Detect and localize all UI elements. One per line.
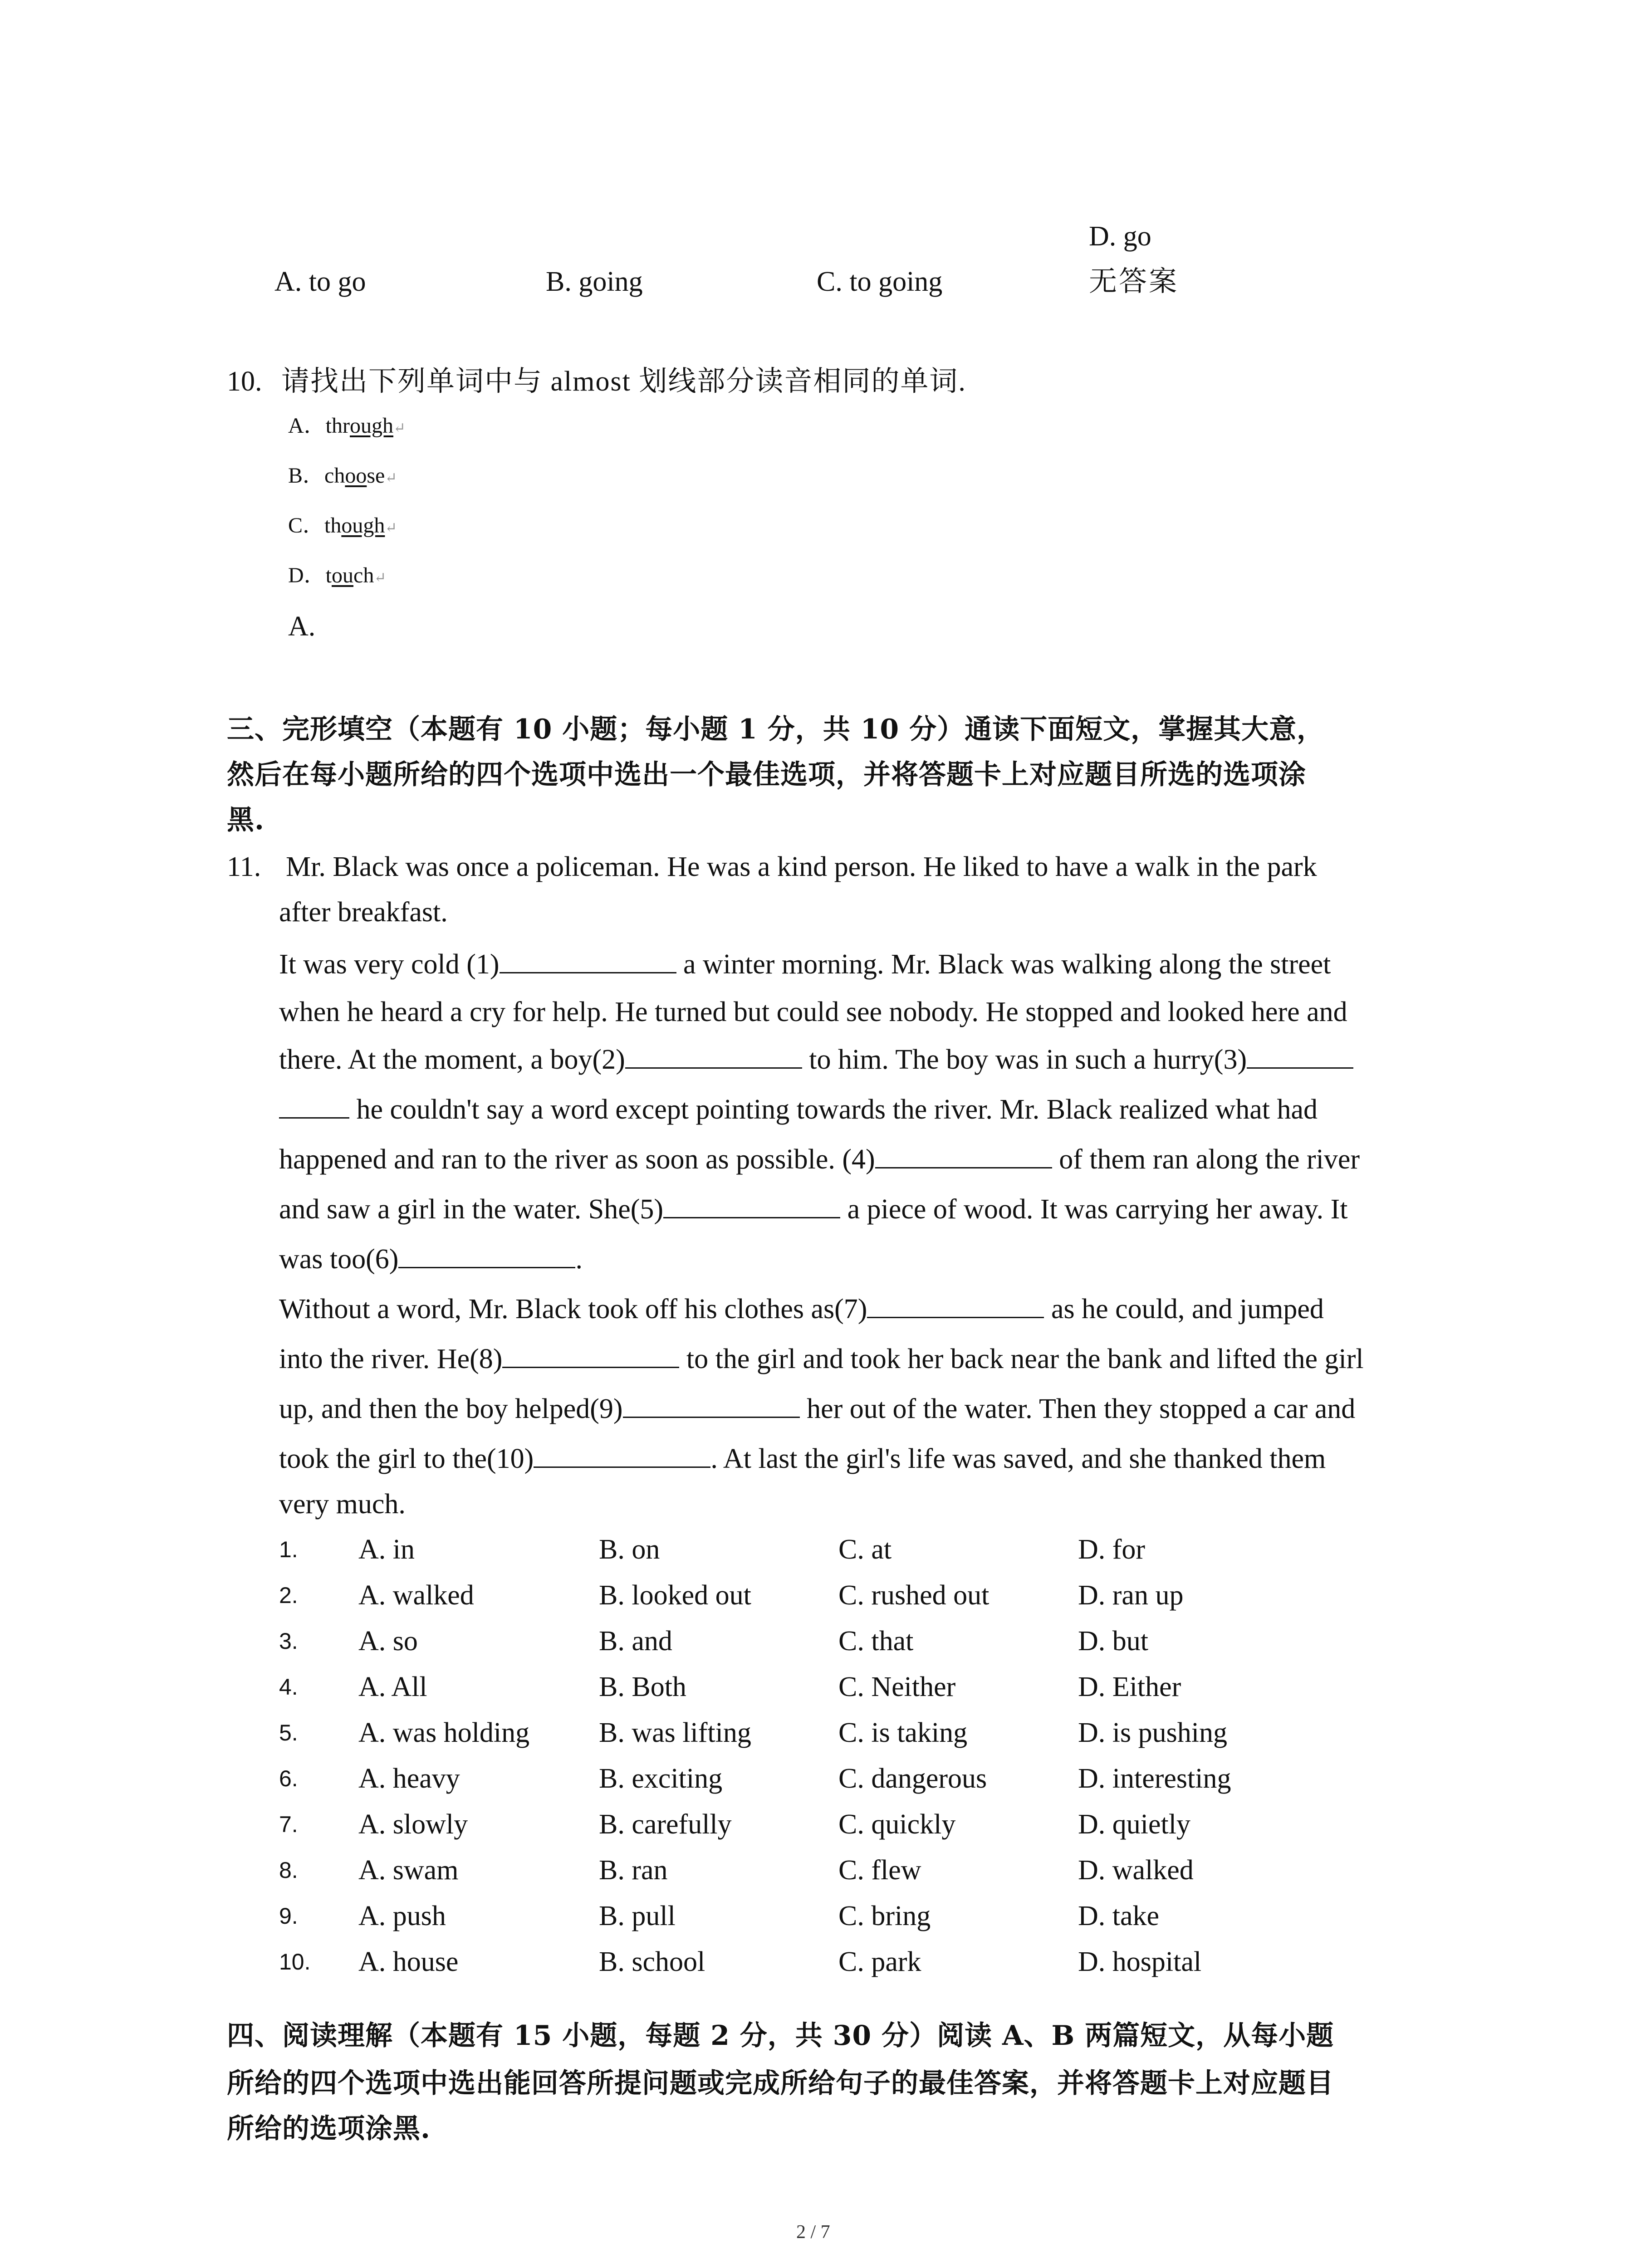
passage-line: into the river. He(8) to the girl and took her back near the bank and lifted the girl [279,1344,1364,1374]
choice-number: 1. [279,1537,298,1562]
choice-option: D. ran up [1078,1580,1184,1611]
option-letter: A． [288,414,326,438]
section4-heading-line: 所给的选项涂黑. [227,2113,431,2145]
choice-option: C. bring [838,1901,931,1931]
choice-option: D. quietly [1078,1809,1190,1840]
choice-option: B. carefully [599,1809,732,1840]
choice-option: A. walked [358,1580,474,1611]
blank-10 [534,1464,710,1468]
passage-line: and saw a girl in the water. She(5) a piece of wood. It was carrying her away. It [279,1194,1348,1225]
passage-line: up, and then the boy helped(9) her out of the water. Then they stopped a car and [279,1393,1356,1424]
choice-number: 3. [279,1628,298,1654]
return-mark-icon: ↵ [385,519,397,536]
section4-heading-line: 所给的四个选项中选出能回答所提问题或完成所给句子的最佳答案，并将答题卡上对应题目 [227,2068,1334,2099]
blank-4 [875,1164,1052,1168]
choice-option: C. Neither [838,1672,956,1702]
choice-option: D. is pushing [1078,1717,1227,1748]
return-mark-icon: ↵ [374,569,387,586]
blank-7 [867,1314,1044,1318]
choice-option: D. walked [1078,1855,1194,1886]
q10-option: B．choose↵ [288,464,397,488]
passage-line: was too(6) . [279,1244,583,1275]
section3-heading-line: 三、完形填空（本题有 10 小题；每小题 1 分，共 10 分）通读下面短文，掌握其大意， [227,714,1325,745]
passage-line: It was very cold (1) a winter morning. Mr. Black was walking along the street [279,949,1331,980]
section4-heading-line: 四、阅读理解（本题有 15 小题，每题 2 分，共 30 分）阅读 A、B 两篇短文，从每小题 [227,2020,1334,2052]
choice-option: B. pull [599,1901,676,1931]
choice-option: B. ran [599,1855,668,1886]
choice-option: C. at [838,1534,892,1565]
choice-option: C. rushed out [838,1580,989,1611]
page-number: 2 / 7 [796,2222,830,2243]
blank-2 [625,1065,802,1069]
choice-option: C. park [838,1946,921,1977]
choice-option: B. school [599,1946,705,1977]
passage-line: there. At the moment, a boy(2) to him. The boy was in such a hurry(3) [279,1046,1353,1074]
choice-number: 2. [279,1583,298,1608]
q10-option: A．through↵ [288,414,406,438]
q10-option: D．touch↵ [288,563,387,587]
choice-number: 4. [279,1674,298,1700]
q9-option-d: D. go [1089,221,1151,252]
passage-line: after breakfast. [279,897,448,928]
choice-option: A. slowly [358,1809,468,1840]
option-letter: B． [288,464,325,488]
section3-heading-line: 黑. [227,804,265,836]
return-mark-icon: ↵ [385,469,397,486]
choice-option: A. push [358,1901,446,1931]
choice-option: B. on [599,1534,660,1565]
choice-option: A. house [358,1946,459,1977]
choice-number: 6. [279,1766,298,1791]
choice-number: 9. [279,1903,298,1929]
choice-option: A. heavy [358,1763,460,1794]
blank-3 [1247,1065,1353,1069]
choice-option: C. flew [838,1855,921,1886]
choice-option: C. is taking [838,1717,968,1748]
passage-line: Without a word, Mr. Black took off his clothes as(7) as he could, and jumped [279,1294,1324,1325]
choice-option: D. Either [1078,1672,1181,1702]
passage-line: took the girl to the(10) . At last the girl's life was saved, and she thanked them [279,1443,1326,1474]
choice-option: C. dangerous [838,1763,987,1794]
passage-line: very much. [279,1489,406,1520]
choice-option: C. quickly [838,1809,956,1840]
choice-option: A. swam [358,1855,459,1886]
q10-answer: A. [288,611,316,642]
q9-option-b: B. going [546,266,643,297]
q9-option-c: C. to going [817,266,943,297]
blank-3-cont [279,1114,349,1119]
passage-line: happened and ran to the river as soon as possible. (4) of them ran along the river [279,1144,1360,1175]
choice-number: 7. [279,1812,298,1837]
choice-option: B. looked out [599,1580,751,1611]
blank-6 [398,1264,575,1268]
choice-option: B. exciting [599,1763,723,1794]
choice-option: D. hospital [1078,1946,1202,1977]
blank-8 [502,1364,679,1368]
passage-line: when he heard a cry for help. He turned but could see nobody. He stopped and looked here and [279,997,1347,1027]
choice-option: B. and [599,1626,672,1657]
choice-option: D. interesting [1078,1763,1231,1794]
q10-prompt: 请找出下列单词中与 almost 划线部分读音相同的单词. [281,366,966,397]
q9-no-answer: 无答案 [1089,266,1179,297]
choice-option: B. Both [599,1672,686,1702]
choice-number: 10. [279,1949,311,1975]
passage-line: he couldn't say a word except pointing towards the river. Mr. Black realized what had [279,1095,1318,1124]
choice-number: 5. [279,1720,298,1745]
return-mark-icon: ↵ [393,420,406,436]
choice-option: A. was holding [358,1717,530,1748]
choice-option: A. so [358,1626,418,1657]
option-letter: D． [288,563,326,587]
blank-1 [500,969,676,973]
passage-line: Mr. Black was once a policeman. He was a kind person. He liked to have a walk in the park [286,851,1317,882]
q11-number: 11. [227,851,261,882]
blank-5 [663,1214,840,1218]
choice-option: A. in [358,1534,415,1565]
q10-option: C．though↵ [288,513,397,538]
choice-option: A. All [358,1672,427,1702]
choice-option: D. but [1078,1626,1148,1657]
choice-number: 8. [279,1857,298,1883]
choice-option: D. for [1078,1534,1146,1565]
section3-heading-line: 然后在每小题所给的四个选项中选出一个最佳选项，并将答题卡上对应题目所选的选项涂 [227,759,1306,791]
q10-number: 10. [227,366,262,397]
choice-option: C. that [838,1626,914,1657]
option-letter: C． [288,513,325,538]
blank-9 [623,1414,800,1418]
q9-option-a: A. to go [274,266,366,297]
choice-option: D. take [1078,1901,1160,1931]
choice-option: B. was lifting [599,1717,751,1748]
